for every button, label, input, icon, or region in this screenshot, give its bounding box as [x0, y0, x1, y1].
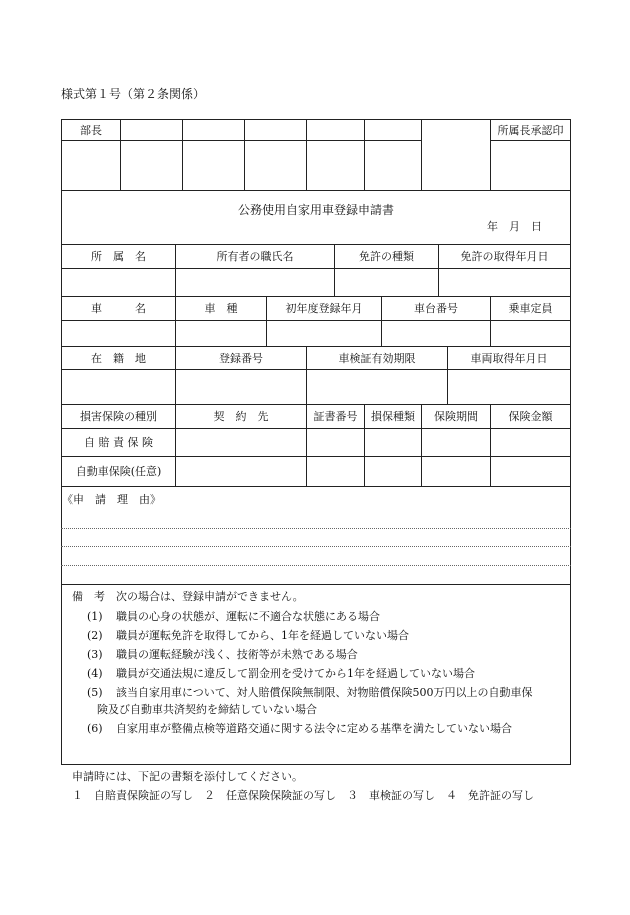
- remark-text: 自家用車が整備点検等道路交通に関する法令に定める基準を満たしていない場合: [116, 722, 512, 735]
- remark-text-continued: 険及び自動車共済契約を締結していない場合: [97, 703, 317, 716]
- label-insurance-amount: 保険金額: [508, 410, 553, 423]
- remark-num: (6): [87, 722, 103, 735]
- label-car-type: 車 種: [204, 302, 238, 315]
- remark-text: 職員の心身の状態が、運転に不適合な状態にある場合: [116, 610, 380, 623]
- approval-header-line: [61, 140, 421, 141]
- attachments-intro: 申請時には、下記の書類を添付してください。: [72, 770, 303, 783]
- remark-num: (3): [87, 648, 103, 661]
- row3-header-line: [61, 369, 571, 370]
- date-line: 年 月 日: [487, 220, 542, 233]
- remark-num: (4): [87, 667, 103, 680]
- remarks-head: 備 考 次の場合は、登録申請ができません。: [72, 590, 304, 603]
- insurance-bottom-line: [61, 486, 571, 487]
- label-insurance-period: 保険期間: [434, 410, 478, 423]
- approval-divider: [244, 119, 245, 191]
- label-compulsory-insurance: 自 賠 責 保 険: [84, 436, 153, 449]
- label-license-date: 免許の取得年月日: [460, 250, 549, 263]
- approval-shozokucho-label: 所属長承認印: [497, 123, 564, 137]
- approval-divider: [120, 119, 121, 191]
- approval-divider: [421, 119, 422, 191]
- approval-bottom-line: [61, 190, 571, 191]
- remark-num: (1): [87, 610, 103, 623]
- remark-text: 職員の運転経験が浅く、技術等が未熟である場合: [116, 648, 358, 661]
- label-insurance-kind: 損害保険の種別: [80, 410, 157, 423]
- approval-divider: [364, 119, 365, 191]
- row1-header-line: [61, 268, 571, 269]
- remark-num: (2): [87, 629, 103, 642]
- table-border-right: [570, 119, 571, 765]
- label-chassis-number: 車台番号: [414, 302, 458, 315]
- label-certificate-number: 証書番号: [313, 410, 358, 423]
- reason-line: [61, 528, 571, 529]
- label-contract: 契 約 先: [213, 410, 269, 423]
- approval-divider: [182, 119, 183, 191]
- table-border-bottom: [61, 764, 571, 765]
- remark-text: 職員が交通法規に違反して罰金刑を受けてから1年を経過していない場合: [116, 667, 475, 680]
- label-first-registration: 初年度登録年月: [285, 302, 363, 315]
- label-voluntary-insurance: 自動車保険(任意): [75, 465, 162, 478]
- remark-text: 該当自家用車について、対人賠償保険無制限、対物賠償保険500万円以上の自動車保: [116, 686, 533, 699]
- remark-num: (5): [87, 686, 103, 699]
- reason-label: 《申 請 理 由》: [62, 493, 161, 506]
- label-car-name: 車 名: [91, 302, 146, 315]
- form-title: 公務使用自家用車登録申請書: [237, 202, 394, 217]
- attachments-list: １ 自賠責保険証の写し ２ 任意保険保険証の写し ３ 車検証の写し ４ 免許証の写し: [72, 789, 534, 802]
- reason-line: [61, 546, 571, 547]
- label-owner-name: 所有者の職氏名: [216, 250, 294, 263]
- label-shozoku: 所 属 名: [91, 250, 146, 263]
- label-license-type: 免許の種類: [359, 250, 414, 263]
- label-domicile: 在 籍 地: [91, 351, 146, 365]
- reason-bottom-line: [61, 584, 571, 585]
- approval-divider: [306, 119, 307, 191]
- approval-bucho-label: 部長: [80, 123, 102, 137]
- label-capacity: 乗車定員: [508, 302, 553, 315]
- remark-text: 職員が運転免許を取得してから、1年を経過していない場合: [116, 629, 409, 642]
- label-coverage-type: 損保種類: [371, 410, 415, 423]
- approval-header-line-right: [490, 140, 571, 141]
- reason-line: [61, 565, 571, 566]
- row2-header-line: [61, 320, 571, 321]
- form-number: 様式第１号（第２条関係）: [61, 87, 206, 101]
- label-registration-number: 登録番号: [219, 351, 263, 365]
- label-acquired-date: 車両取得年月日: [470, 351, 548, 365]
- label-inspection-expiry: 車検証有効期限: [338, 351, 416, 365]
